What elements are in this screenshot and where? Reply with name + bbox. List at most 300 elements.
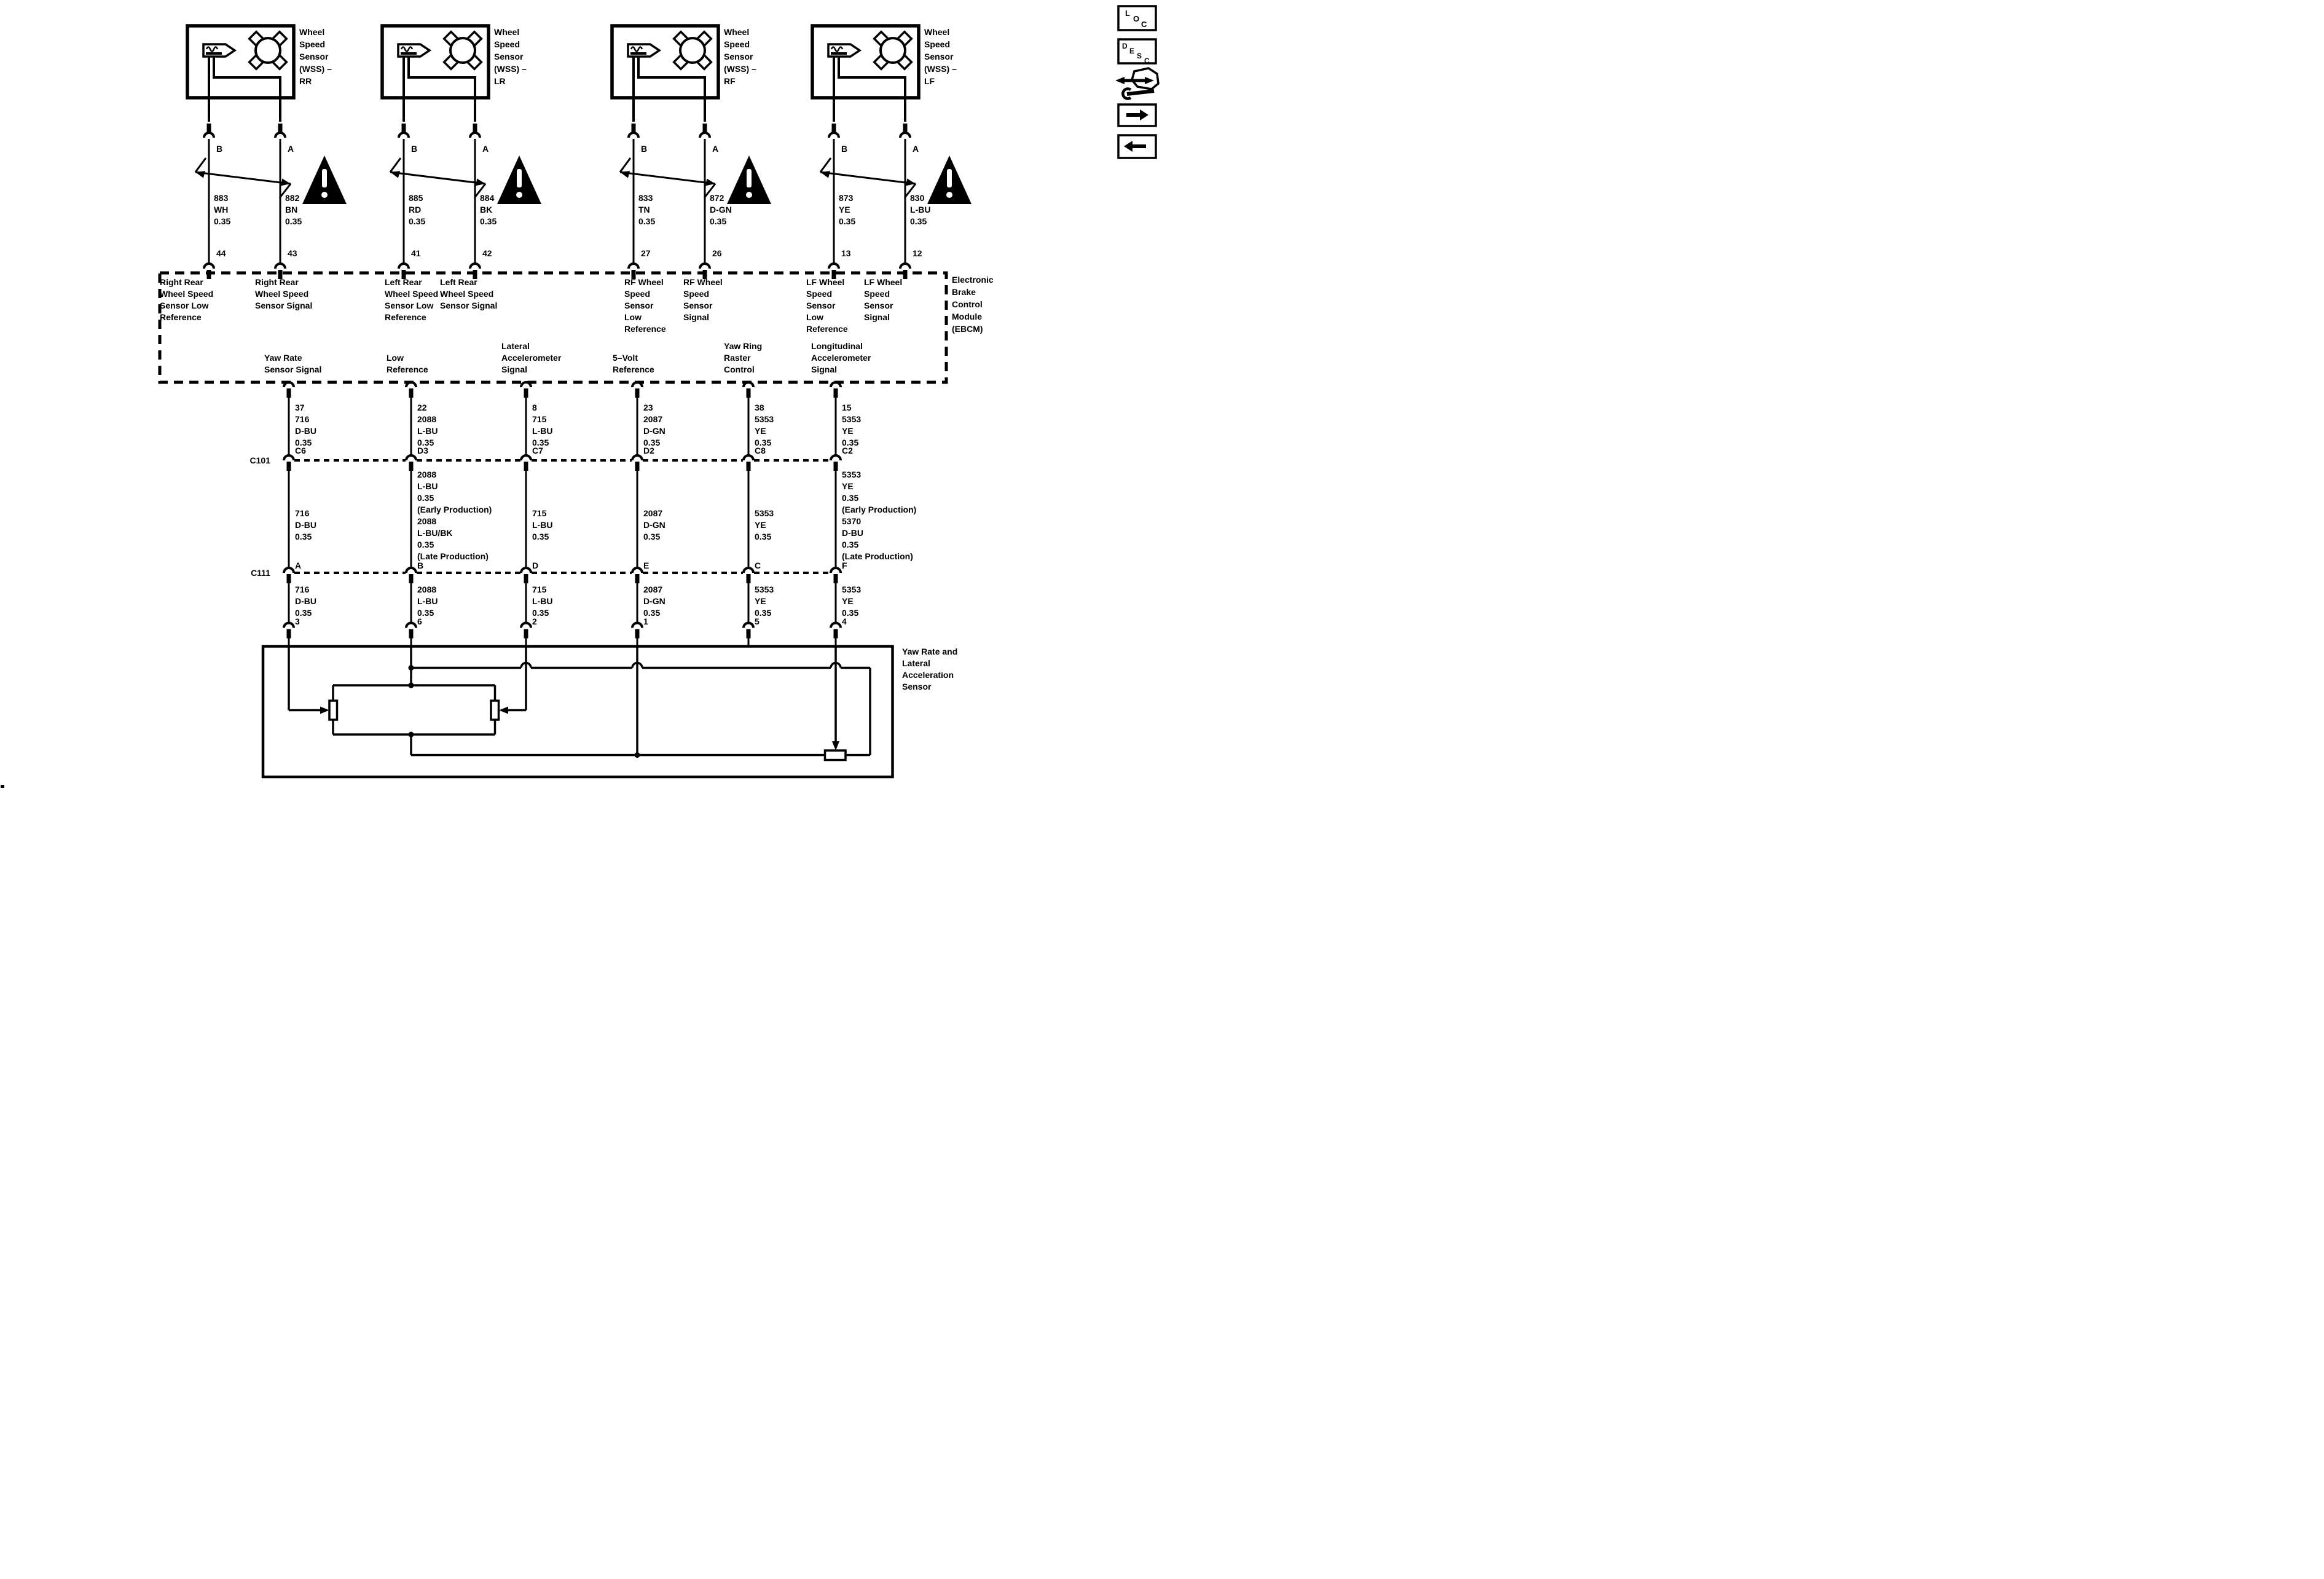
- wire-spec-label: (Early Production): [417, 505, 492, 514]
- ebcm-pin-function: Reference: [385, 312, 426, 322]
- ebcm-label: Control: [952, 299, 983, 309]
- c101-pin: D3: [417, 446, 428, 455]
- wire-gauge-label: 0.35: [638, 216, 656, 226]
- wire-circuit-label: 873: [839, 193, 854, 203]
- sensor-pin-letter: B: [216, 144, 223, 154]
- inline-connector-icon: [399, 264, 409, 269]
- ebcm-pin-function: Low: [806, 312, 823, 322]
- wire-color-label: TN: [638, 205, 650, 215]
- ebcm-pin-function: Sensor Low: [160, 301, 209, 310]
- c111-pin: E: [643, 561, 650, 570]
- sensor-title: (WSS) –: [299, 64, 332, 74]
- yaw-sensor-box: [263, 647, 893, 778]
- inline-connector-icon: [521, 455, 531, 460]
- sensor-title: Sensor: [494, 52, 524, 61]
- inline-connector-icon: [700, 264, 710, 269]
- wire-spec-label: 5353: [755, 508, 774, 518]
- inline-connector-icon: [521, 382, 531, 387]
- connector-terminal: [409, 388, 414, 398]
- wire-spec-label: D-BU: [295, 520, 316, 530]
- sensor-title: Sensor: [724, 52, 753, 61]
- inline-connector-icon: [632, 382, 642, 387]
- arrowhead: [1145, 77, 1154, 84]
- connector-terminal: [632, 124, 636, 133]
- wire-spec-label: D-GN: [643, 520, 665, 530]
- ebcm-pin-function: Speed: [624, 289, 651, 299]
- inline-connector-icon: [829, 264, 839, 269]
- sensor-title: Wheel: [924, 27, 950, 37]
- c111-pin: F: [842, 561, 847, 570]
- tone-ring-icon: [680, 38, 705, 63]
- inline-connector-icon: [470, 133, 480, 138]
- connector-name: C111: [251, 568, 270, 578]
- ebcm-pin-function: Low: [387, 353, 404, 363]
- ebcm-pin-function: Longitudinal: [811, 341, 863, 351]
- wire-circuit-label: 883: [214, 193, 229, 203]
- wire-spec-label: 0.35: [417, 493, 434, 503]
- wire-spec-label: 0.35: [532, 608, 549, 618]
- ebcm-pin-function: Sensor: [806, 301, 836, 310]
- wire-color-label: L-BU: [910, 205, 931, 215]
- wiring-diagram-page: [0, 0, 1162, 790]
- sensor-title: Wheel: [299, 27, 325, 37]
- inline-connector-icon: [744, 455, 753, 460]
- wire-gauge-label: 0.35: [214, 216, 231, 226]
- sensor-title: LF: [924, 76, 935, 86]
- twist-marker: [390, 158, 401, 172]
- ebcm-pin-function: Control: [724, 364, 755, 374]
- yaw-sensor-label: Sensor: [902, 682, 932, 691]
- ebcm-pin-function: Low: [624, 312, 642, 322]
- wire: [638, 57, 705, 122]
- sensor-title: RF: [724, 76, 736, 86]
- caution-exclamation-dot-icon: [321, 192, 328, 198]
- wire-spec-label: 2088: [417, 516, 437, 526]
- wire-spec-label: 5353: [755, 585, 774, 594]
- ebcm-pin-function: Left Rear: [440, 277, 477, 287]
- inline-connector-icon: [629, 264, 638, 269]
- ebcm-pin-function: Yaw Rate: [264, 353, 302, 363]
- yaw-sensor-label: Acceleration: [902, 670, 954, 680]
- sensor-title: (WSS) –: [924, 64, 957, 74]
- wire-spec-label: 0.35: [755, 532, 772, 541]
- ebcm-pin-number: 37: [295, 403, 305, 412]
- wire-spec-label: 0.35: [643, 608, 661, 618]
- c111-pin: C: [755, 561, 761, 570]
- ebcm-pin-function: Right Rear: [255, 277, 299, 287]
- ebcm-pin-function: Signal: [864, 312, 890, 322]
- wire-spec-label: L-BU: [417, 596, 438, 606]
- wire-spec-label: YE: [842, 596, 854, 606]
- wire-spec-label: L-BU: [532, 426, 553, 436]
- wire-gauge-label: 0.35: [710, 216, 727, 226]
- wire-spec-label: L-BU: [532, 596, 553, 606]
- connector-terminal: [409, 629, 414, 639]
- wire-circuit-label: 830: [910, 193, 925, 203]
- ebcm-pin-number: 41: [411, 248, 421, 258]
- sensor-pin-letter: A: [482, 144, 489, 154]
- inline-connector-icon: [406, 623, 416, 628]
- wire-color-label: D-GN: [710, 205, 732, 215]
- wire-spec-label: (Early Production): [842, 505, 917, 514]
- inline-connector-icon: [831, 568, 841, 573]
- sensor-pin-number: 6: [417, 616, 422, 626]
- c101-pin: C7: [532, 446, 543, 455]
- ebcm-pin-function: Signal: [811, 364, 838, 374]
- sensor-pin-number: 3: [295, 616, 300, 626]
- inline-connector-icon: [406, 382, 416, 387]
- caution-exclamation-icon: [947, 169, 952, 187]
- sensor-title: Sensor: [299, 52, 329, 61]
- wire-color-label: YE: [839, 205, 850, 215]
- sensor-title: Speed: [494, 39, 520, 49]
- wire-circuit-label: 882: [285, 193, 300, 203]
- arrowhead: [1115, 77, 1125, 84]
- connector-terminal: [903, 124, 908, 133]
- ebcm-pin-function: Signal: [683, 312, 710, 322]
- sensor-title: Speed: [724, 39, 750, 49]
- connector-terminal: [635, 462, 640, 471]
- resistor-element: [329, 701, 337, 720]
- sensor-pin-letter: B: [411, 144, 418, 154]
- wire-spec-label: YE: [842, 426, 854, 436]
- ebcm-pin-number: 22: [417, 403, 427, 412]
- forward-arrow-icon: [1140, 109, 1148, 120]
- inline-connector-icon: [284, 623, 294, 628]
- ebcm-pin-function: Reference: [624, 324, 666, 334]
- inline-connector-icon: [406, 568, 416, 573]
- wire: [409, 57, 475, 122]
- c111-pin: A: [295, 561, 302, 570]
- ebcm-pin-function: Sensor Low: [385, 301, 434, 310]
- ebcm-pin-function: Lateral: [501, 341, 530, 351]
- junction-dot: [409, 683, 414, 688]
- sensor-title: Speed: [924, 39, 951, 49]
- inline-connector-icon: [521, 568, 531, 573]
- ebcm-pin-function: Reference: [387, 364, 428, 374]
- wire-color-label: RD: [409, 205, 422, 215]
- connector-terminal: [747, 388, 751, 398]
- sensor-pin-number: 1: [643, 616, 648, 626]
- back-arrow-icon: [1124, 141, 1133, 152]
- wire-spec-label: 0.35: [643, 532, 661, 541]
- ebcm-pin-function: Sensor: [624, 301, 654, 310]
- wire-gauge-label: 0.35: [839, 216, 856, 226]
- inline-connector-icon: [204, 133, 214, 138]
- connector-terminal: [703, 124, 707, 133]
- loc-letter: L: [1125, 9, 1130, 18]
- loc-letter: C: [1141, 20, 1147, 29]
- ebcm-pin-function: 5–Volt: [613, 353, 638, 363]
- ebcm-pin-function: Sensor: [683, 301, 713, 310]
- wire-spec-label: 715: [532, 585, 547, 594]
- ebcm-pin-number: 26: [712, 248, 722, 258]
- ebcm-pin-function: Left Rear: [385, 277, 422, 287]
- sensor-pin-letter: A: [288, 144, 294, 154]
- sensor-title: Wheel: [494, 27, 520, 37]
- wire-circuit-label: 833: [638, 193, 653, 203]
- sensor-pin-letter: B: [841, 144, 848, 154]
- c101-pin: D2: [643, 446, 654, 455]
- connector-terminal: [287, 388, 291, 398]
- connector-terminal: [287, 574, 291, 583]
- arrowhead: [320, 707, 329, 714]
- wire-spec-label: YE: [755, 520, 766, 530]
- yaw-sensor-label: Lateral: [902, 658, 930, 668]
- ebcm-pin-function: LF Wheel: [864, 277, 903, 287]
- c111-pin: D: [532, 561, 539, 570]
- connector-terminal: [287, 629, 291, 639]
- caution-exclamation-icon: [517, 169, 522, 187]
- arrowhead: [832, 741, 839, 750]
- ebcm-pin-function: Speed: [683, 289, 710, 299]
- wire-gauge-label: 0.35: [480, 216, 497, 226]
- inline-connector-icon: [275, 133, 285, 138]
- connector-terminal: [524, 629, 528, 639]
- inline-connector-icon: [632, 568, 642, 573]
- ebcm-pin-function: RF Wheel: [624, 277, 664, 287]
- wire-spec-label: 2087: [643, 414, 663, 424]
- wire-color-label: WH: [214, 205, 229, 215]
- ebcm-pin-number: 13: [841, 248, 851, 258]
- wiring-diagram-canvas: [0, 0, 1162, 790]
- wire-spec-label: 2088: [417, 470, 437, 479]
- sensor-title: LR: [494, 76, 506, 86]
- ebcm-pin-function: Sensor: [864, 301, 893, 310]
- connector-terminal: [832, 124, 836, 133]
- wire-spec-label: YE: [842, 481, 854, 491]
- wrench-icon: [1127, 91, 1154, 94]
- wire-spec-label: 0.35: [842, 608, 859, 618]
- connector-terminal: [524, 574, 528, 583]
- connector-terminal: [473, 124, 477, 133]
- wire-spec-label: 0.35: [532, 438, 549, 447]
- sensor-pin-letter: B: [641, 144, 648, 154]
- wire-spec-label: (Late Production): [417, 551, 489, 561]
- wire-color-label: BK: [480, 205, 493, 215]
- inline-connector-icon: [632, 623, 642, 628]
- tone-ring-icon: [256, 38, 280, 63]
- ebcm-pin-number: 23: [643, 403, 653, 412]
- wire-circuit-label: 872: [710, 193, 724, 203]
- c101-pin: C8: [755, 446, 766, 455]
- inline-connector-icon: [406, 455, 416, 460]
- twist-marker: [195, 158, 206, 172]
- ebcm-pin-function: Wheel Speed: [255, 289, 309, 299]
- ebcm-pin-function: Signal: [501, 364, 528, 374]
- wire-gauge-label: 0.35: [285, 216, 302, 226]
- sensor-pin-letter: A: [712, 144, 719, 154]
- wire-spec-label: 2088: [417, 585, 437, 594]
- ebcm-pin-number: 27: [641, 248, 651, 258]
- ebcm-pin-function: Accelerometer: [811, 353, 871, 363]
- connector-terminal: [635, 629, 640, 639]
- wire-color-label: BN: [285, 205, 298, 215]
- wire-spec-label: 0.35: [532, 532, 549, 541]
- caution-exclamation-icon: [747, 169, 752, 187]
- sensor-title: (WSS) –: [724, 64, 756, 74]
- wire-spec-label: 0.35: [842, 438, 859, 447]
- ebcm-label: Brake: [952, 287, 976, 297]
- wire-spec-label: 716: [295, 508, 310, 518]
- caution-exclamation-dot-icon: [946, 192, 952, 198]
- inline-connector-icon: [470, 264, 480, 269]
- wire-gauge-label: 0.35: [910, 216, 927, 226]
- inline-connector-icon: [284, 455, 294, 460]
- ebcm-pin-number: 42: [482, 248, 492, 258]
- wire-spec-label: 5370: [842, 516, 862, 526]
- ebcm-pin-number: 8: [532, 403, 537, 412]
- wire-spec-label: 0.35: [295, 608, 312, 618]
- ebcm-pin-function: Raster: [724, 353, 751, 363]
- wire-spec-label: 2087: [643, 585, 663, 594]
- wire-spec-label: 0.35: [755, 438, 772, 447]
- wire: [214, 57, 280, 122]
- ebcm-pin-function: Sensor Signal: [264, 364, 322, 374]
- wire-spec-label: 716: [295, 414, 310, 424]
- inline-connector-icon: [275, 264, 285, 269]
- wire-gauge-label: 0.35: [409, 216, 426, 226]
- twist-marker: [620, 158, 630, 172]
- sensor-pin-number: 4: [842, 616, 847, 626]
- wire-circuit-label: 885: [409, 193, 423, 203]
- ebcm-pin-function: Reference: [613, 364, 654, 374]
- connector-terminal: [635, 388, 640, 398]
- inline-connector-icon: [399, 133, 409, 138]
- inline-connector-icon: [744, 623, 753, 628]
- connector-terminal: [207, 124, 211, 133]
- connector-terminal: [287, 462, 291, 471]
- wire-spec-label: D-BU: [295, 596, 316, 606]
- wire-spec-label: D-GN: [643, 596, 665, 606]
- ebcm-pin-function: Right Rear: [160, 277, 203, 287]
- tone-ring-icon: [450, 38, 475, 63]
- sensor-title: RR: [299, 76, 312, 86]
- ebcm-label: (EBCM): [952, 324, 983, 334]
- connector-terminal: [524, 388, 528, 398]
- inline-connector-icon: [900, 133, 910, 138]
- sensor-pin-number: 2: [532, 616, 537, 626]
- inline-connector-icon: [831, 382, 841, 387]
- wire: [839, 57, 905, 122]
- wire-spec-label: 715: [532, 414, 547, 424]
- wire-spec-label: L-BU: [532, 520, 553, 530]
- inline-connector-icon: [204, 264, 214, 269]
- wire-spec-label: L-BU/BK: [417, 528, 453, 538]
- inline-connector-icon: [629, 133, 638, 138]
- wire-spec-label: YE: [755, 596, 766, 606]
- yaw-sensor-label: Yaw Rate and: [902, 647, 958, 656]
- ebcm-pin-number: 15: [842, 403, 852, 412]
- resistor-element: [491, 701, 499, 720]
- wire-spec-label: D-BU: [295, 426, 316, 436]
- wire-spec-label: 2088: [417, 414, 437, 424]
- wire-spec-label: D-BU: [842, 528, 863, 538]
- connector-terminal: [834, 574, 838, 583]
- ebcm-pin-number: 44: [216, 248, 226, 258]
- inline-connector-icon: [632, 455, 642, 460]
- caution-exclamation-dot-icon: [746, 192, 752, 198]
- arrowhead: [499, 707, 508, 714]
- ebcm-pin-function: Accelerometer: [501, 353, 562, 363]
- wire-spec-label: 0.35: [842, 493, 859, 503]
- sensor-pin-number: 5: [755, 616, 760, 626]
- loc-letter: O: [1133, 14, 1140, 23]
- c111-pin: B: [417, 561, 424, 570]
- inline-connector-icon: [831, 623, 841, 628]
- desc-letter: S: [1137, 52, 1142, 60]
- wire-spec-label: 0.35: [417, 608, 434, 618]
- tone-ring-icon: [881, 38, 905, 63]
- resistor-element: [825, 750, 846, 760]
- wire-spec-label: 0.35: [295, 438, 312, 447]
- connector-terminal: [747, 574, 751, 583]
- inline-connector-icon: [521, 623, 531, 628]
- inline-connector-icon: [700, 133, 710, 138]
- ebcm-pin-function: Wheel Speed: [385, 289, 439, 299]
- inline-connector-icon: [284, 382, 294, 387]
- wire-spec-label: 2087: [643, 508, 663, 518]
- page-artifact-dot: [1, 785, 4, 788]
- wire-spec-label: (Late Production): [842, 551, 913, 561]
- wire-spec-label: D-GN: [643, 426, 665, 436]
- wire-spec-label: 715: [532, 508, 547, 518]
- connector-terminal: [635, 574, 640, 583]
- wire-spec-label: 0.35: [417, 438, 434, 447]
- inline-connector-icon: [284, 568, 294, 573]
- wire-spec-label: 5353: [842, 585, 862, 594]
- sensor-title: Wheel: [724, 27, 750, 37]
- wire-spec-label: 0.35: [755, 608, 772, 618]
- inline-connector-icon: [831, 455, 841, 460]
- wire-spec-label: 0.35: [295, 532, 312, 541]
- wire-spec-label: YE: [755, 426, 766, 436]
- ebcm-pin-function: Sensor Signal: [440, 301, 498, 310]
- ebcm-label: Module: [952, 312, 982, 321]
- inline-connector-icon: [900, 264, 910, 269]
- wire-spec-label: 0.35: [842, 540, 859, 549]
- sensor-title: Sensor: [924, 52, 954, 61]
- ebcm-pin-function: Reference: [806, 324, 848, 334]
- back-arrow-icon: [1133, 144, 1146, 148]
- wire-spec-label: 0.35: [643, 438, 661, 447]
- twist-marker: [820, 158, 831, 172]
- ebcm-pin-function: Wheel Speed: [160, 289, 214, 299]
- c101-pin: C2: [842, 446, 853, 455]
- ebcm-pin-function: RF Wheel: [683, 277, 723, 287]
- ebcm-pin-function: Speed: [864, 289, 890, 299]
- forward-arrow-icon: [1126, 113, 1140, 117]
- sensor-pin-letter: A: [913, 144, 919, 154]
- caution-exclamation-dot-icon: [516, 192, 522, 198]
- caution-exclamation-icon: [322, 169, 327, 187]
- connector-terminal: [834, 629, 838, 639]
- c101-pin: C6: [295, 446, 306, 455]
- ebcm-pin-function: Reference: [160, 312, 202, 322]
- ebcm-label: Electronic: [952, 275, 994, 285]
- desc-letter: E: [1129, 47, 1135, 55]
- connector-terminal: [747, 462, 751, 471]
- ebcm-pin-function: Yaw Ring: [724, 341, 763, 351]
- connector-terminal: [524, 462, 528, 471]
- wire-circuit-label: 884: [480, 193, 495, 203]
- desc-letter: C: [1144, 57, 1150, 65]
- connector-terminal: [747, 629, 751, 639]
- ebcm-pin-number: 38: [755, 403, 764, 412]
- ebcm-pin-function: Sensor Signal: [255, 301, 313, 310]
- wire-spec-label: 5353: [755, 414, 774, 424]
- wire-spec-label: L-BU: [417, 426, 438, 436]
